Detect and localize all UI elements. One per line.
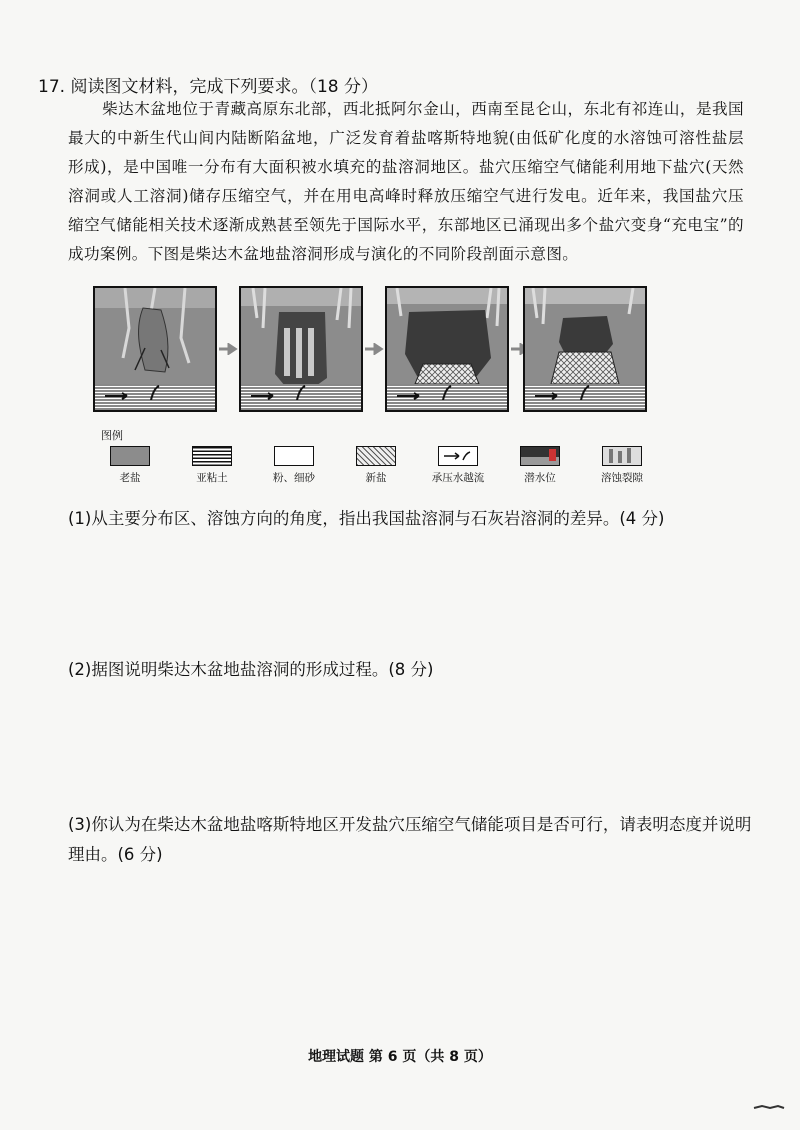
page-footer: 地理试题 第 6 页（共 8 页）: [308, 1049, 492, 1065]
legend-item-water-table: [500, 446, 580, 485]
dissolution-fissure-swatch-icon: [602, 446, 642, 466]
legend-label: 老盐: [119, 472, 141, 484]
section-panel-stage-4: [523, 286, 647, 412]
figure-legend: [90, 446, 670, 492]
salt-cave-evolution-figure: [93, 286, 653, 416]
sub-question-1: (1)从主要分布区、溶蚀方向的角度，指出我国盐溶洞与石灰岩溶洞的差异。(4 分): [68, 509, 665, 528]
legend-label: 溶蚀裂隙: [601, 472, 643, 484]
stage-arrow-icon: [219, 340, 239, 352]
legend-item-confined-water: [418, 446, 498, 485]
legend-label: 潜水位: [524, 472, 556, 484]
legend-label: 亚粘土: [196, 472, 228, 484]
legend-label: 新盐: [365, 472, 387, 484]
section-panel-stage-2: [239, 286, 363, 412]
silt-fine-sand-swatch-icon: [274, 446, 314, 466]
scan-mark-icon: [752, 1104, 786, 1110]
sub-question-3: (3)你认为在柴达木盆地盐喀斯特地区开发盐穴压缩空气储能项目是否可行，请表明态度并说明理由。(6 分): [68, 815, 752, 864]
legend-label: 承压水越流: [431, 472, 485, 484]
legend-item-silt-fine-sand: [254, 446, 334, 485]
passage-text: 柴达木盆地位于青藏高原东北部，西北抵阿尔金山，西南至昆仑山，东北有祁连山，是我国最大的中新生代山间内陆断陷盆地，广泛发育着盐喀斯特地貌(由低矿化度的水溶蚀可溶性盐层形成)，是中国唯一分布有大面积被水填充的盐溶洞地区。盐穴压缩空气储能利用地下盐穴(天然溶洞或人工溶洞)储存压缩空气，并在用电高峰时释放压缩空气进行发电。近年来，我国盐穴压缩空气储能相关技术逐渐成熟甚至领先于国际水平，东部地区已涌现出多个盐穴变身“充电宝”的成功案例。下图是柴达木盆地盐溶洞形成与演化的不同阶段剖面示意图。: [68, 100, 744, 263]
question-title: 17. 阅读图文材料，完成下列要求。（18 分）: [38, 77, 378, 97]
section-panel-stage-1: [93, 286, 217, 412]
legend-item-new-salt: [336, 446, 416, 485]
legend-item-dissolution-fissure: [582, 446, 662, 485]
new-salt-swatch-icon: [356, 446, 396, 466]
old-salt-swatch-icon: [110, 446, 150, 466]
confined-water-flow-swatch-icon: [438, 446, 478, 466]
water-table-swatch-icon: [520, 446, 560, 466]
sub-question-2: (2)据图说明柴达木盆地盐溶洞的形成过程。(8 分): [68, 660, 434, 679]
legend-title: 图例: [101, 429, 123, 442]
stage-arrow-icon: [365, 340, 385, 352]
legend-item-old-salt: [90, 446, 170, 485]
section-panel-stage-3: [385, 286, 509, 412]
subclay-swatch-icon: [192, 446, 232, 466]
legend-item-subclay: [172, 446, 252, 485]
question-passage: [68, 95, 744, 269]
legend-label: 粉、细砂: [273, 472, 315, 484]
